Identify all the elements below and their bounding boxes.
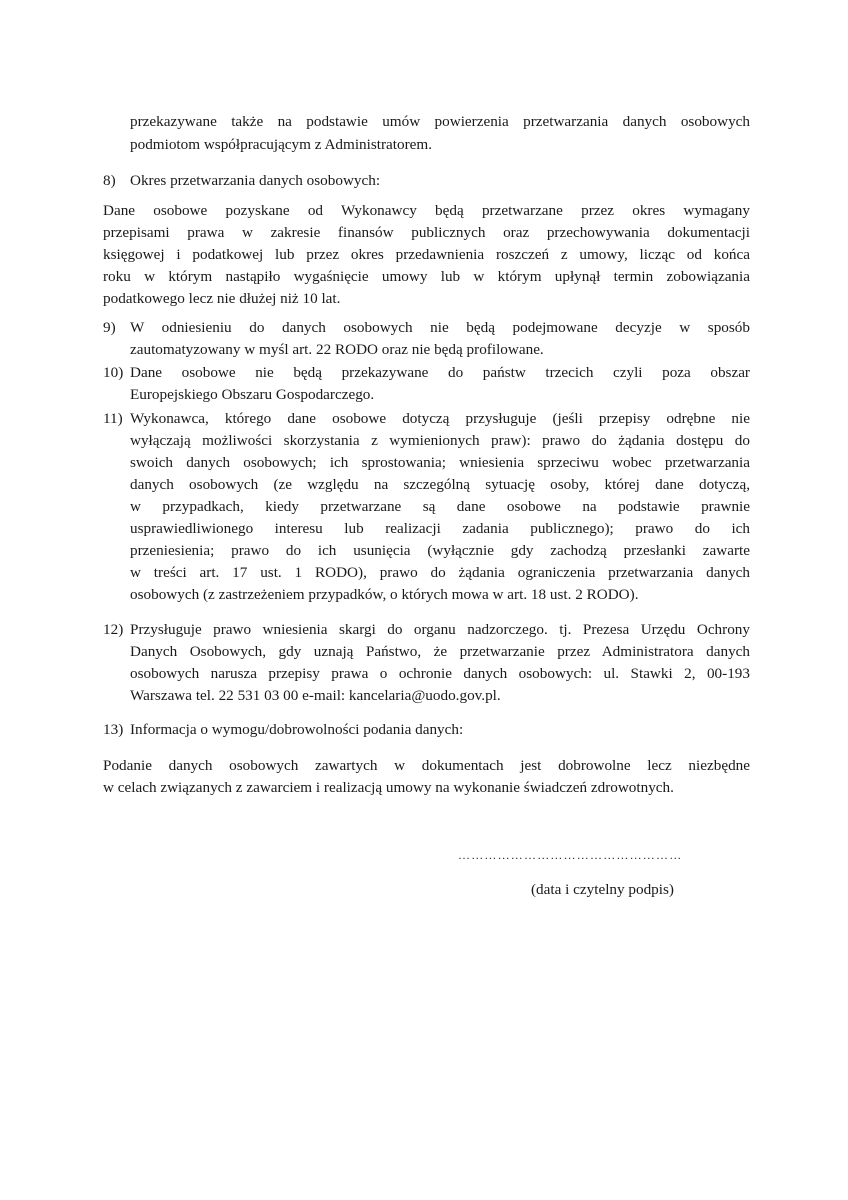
item-13-body-line-2: w celach związanych z zawarciem i realizacją umowy na wykonanie świadczeń zdrowotnych.: [103, 779, 674, 796]
item-11-line-2: wyłączają możliwości skorzystania z wymienionych praw): prawo do żądania dostępu do: [130, 432, 750, 449]
item-13-number: 13): [103, 721, 124, 738]
item-11-line-6: usprawiedliwionego interesu lub realizacji zadania publicznego); prawo do ich: [130, 520, 750, 537]
item-8-body-line-2: przepisami prawa w zakresie finansów publicznych oraz przechowywania dokumentacji: [103, 224, 750, 241]
item-8-body-line-3: księgowej i podatkowej lub przez okres przedawnienia roszczeń z umowy, licząc od końca: [103, 246, 750, 263]
item-12-line-4: Warszawa tel. 22 531 03 00 e-mail: kancelaria@uodo.gov.pl.: [130, 687, 501, 704]
item-9-line-2: zautomatyzowany w myśl art. 22 RODO oraz nie będą profilowane.: [130, 341, 544, 358]
item-11-line-3: swoich danych osobowych; ich sprostowania; wniesienia sprzeciwu wobec przetwarzania: [130, 454, 750, 471]
item-9-line-1: W odniesieniu do danych osobowych nie będą podejmowane decyzje w sposób: [130, 319, 750, 336]
item-8-body-line-4: roku w którym nastąpiło wygaśnięcie umowy lub w którym upłynął termin zobowiązania: [103, 268, 750, 285]
item-10-number: 10): [103, 364, 124, 381]
signature-caption: (data i czytelny podpis): [531, 881, 674, 898]
item-10-line-2: Europejskiego Obszaru Gospodarczego.: [130, 386, 375, 403]
item-11-line-9: osobowych (z zastrzeżeniem przypadków, o których mowa w art. 18 ust. 2 RODO).: [130, 586, 639, 603]
item-12-line-1: Przysługuje prawo wniesienia skargi do organu nadzorczego. tj. Prezesa Urzędu Ochrony: [130, 621, 750, 638]
item-13-heading: Informacja o wymogu/dobrowolności podania danych:: [130, 721, 464, 738]
item-8-body-line-1: Dane osobowe pozyskane od Wykonawcy będą przetwarzane przez okres wymagany: [103, 202, 750, 219]
item-11-line-4: danych osobowych (ze względu na szczególną sytuację osoby, której dane dotyczą,: [130, 476, 750, 493]
item-13-body-line-1: Podanie danych osobowych zawartych w dokumentach jest dobrowolne lecz niezbędne: [103, 757, 750, 774]
item-8-number: 8): [103, 172, 116, 189]
continuation-line-1: przekazywane także na podstawie umów powierzenia przetwarzania danych osobowych: [130, 113, 750, 130]
item-8-body-line-5: podatkowego lecz nie dłużej niż 10 lat.: [103, 290, 341, 307]
item-12-line-2: Danych Osobowych, gdy uznają Państwo, że przetwarzanie przez Administratora danych: [130, 643, 750, 660]
item-11-line-1: Wykonawca, którego dane osobowe dotyczą przysługuje (jeśli przepisy odrębne nie: [130, 410, 750, 427]
item-10-line-1: Dane osobowe nie będą przekazywane do państw trzecich czyli poza obszar: [130, 364, 750, 381]
item-11-number: 11): [103, 410, 123, 427]
item-9-number: 9): [103, 319, 116, 336]
item-11-line-5: w przypadkach, kiedy przetwarzane są dane osobowe na podstawie prawnie: [130, 498, 750, 515]
continuation-line-2: podmiotom współpracującym z Administratorem.: [130, 136, 433, 153]
signature-dotted-line: ……………………………………………: [458, 848, 683, 862]
item-8-heading: Okres przetwarzania danych osobowych:: [130, 172, 381, 189]
item-11-line-8: w treści art. 17 ust. 1 RODO), prawo do żądania ograniczenia przetwarzania danych: [130, 564, 750, 581]
item-12-number: 12): [103, 621, 124, 638]
item-11-line-7: przeniesienia; prawo do ich usunięcia (wyłącznie gdy zachodzą przesłanki zawarte: [130, 542, 750, 559]
item-12-line-3: osobowych narusza przepisy prawa o ochronie danych osobowych: ul. Stawki 2, 00-193: [130, 665, 750, 682]
